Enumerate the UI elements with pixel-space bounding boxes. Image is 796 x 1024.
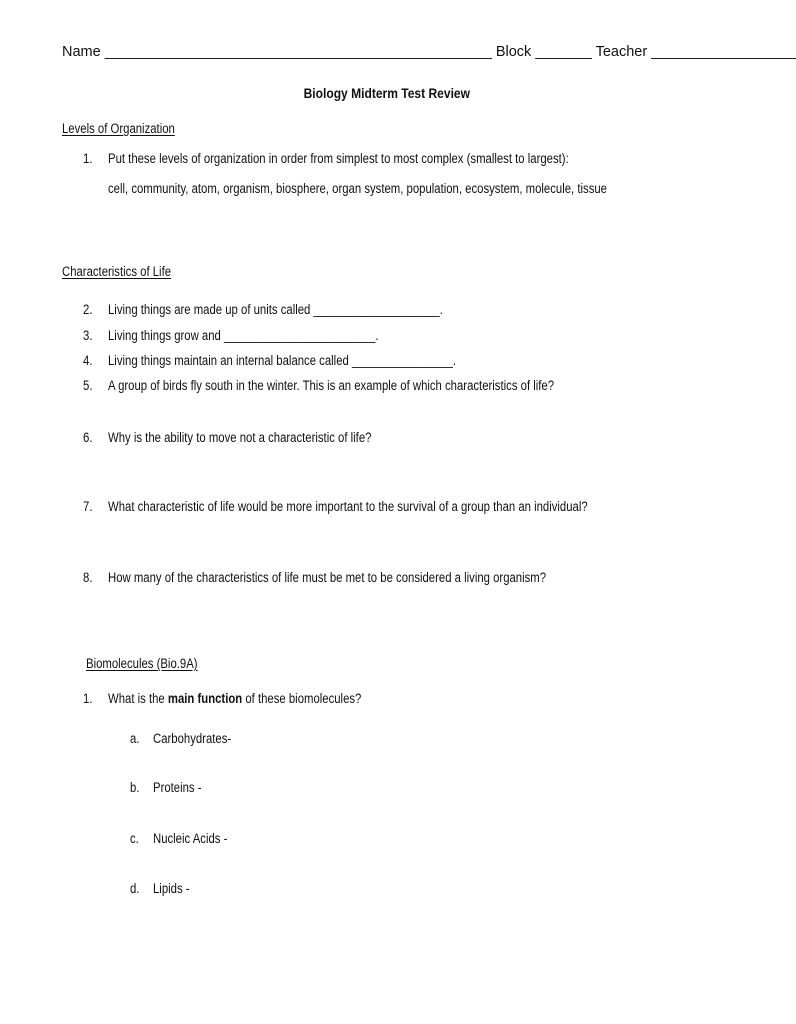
question-number: 2.	[83, 302, 93, 317]
section-heading-levels: Levels of Organization	[62, 121, 175, 136]
question-number: 6.	[83, 430, 93, 445]
sub-item-letter: c.	[130, 831, 139, 846]
block-blank: _______	[535, 44, 592, 60]
sub-item-letter: a.	[130, 731, 140, 746]
teacher-label: Teacher	[595, 44, 648, 60]
section-heading-biomolecules: Biomolecules (Bio.9A)	[86, 656, 198, 671]
question-text: Put these levels of organization in order from simplest to most complex (smallest to largest):	[108, 151, 569, 166]
question-number: 7.	[83, 499, 93, 514]
question-text	[108, 691, 361, 706]
question-number: 4.	[83, 353, 93, 368]
question-text-post: of these biomolecules?	[242, 691, 362, 706]
question-text: Living things grow and ________________________.	[108, 328, 379, 343]
question-text: Why is the ability to move not a characteristic of life?	[108, 430, 372, 445]
question-text-pre: What is the	[108, 691, 168, 706]
question-text: A group of birds fly south in the winter. This is an example of which characteristics of life?	[108, 378, 555, 393]
question-number: 1.	[83, 151, 93, 166]
page-title: Biology Midterm Test Review	[303, 85, 470, 101]
question-text: Living things maintain an internal balance called ________________.	[108, 353, 457, 368]
sub-item-text: Carbohydrates-	[153, 731, 232, 746]
sub-item-letter: d.	[130, 881, 140, 896]
sub-item-text: Proteins -	[153, 780, 202, 795]
question-items: cell, community, atom, organism, biosphere, organ system, population, ecosystem, molecule, tissue	[108, 181, 607, 196]
name-blank: ________________________________________________	[104, 44, 492, 60]
sub-item-letter: b.	[130, 780, 140, 795]
question-number: 8.	[83, 570, 93, 585]
question-text-bold: main function	[167, 691, 243, 706]
sub-item-text: Nucleic Acids -	[153, 831, 228, 846]
section-heading-characteristics: Characteristics of Life	[62, 264, 172, 279]
question-number: 5.	[83, 378, 93, 393]
question-text: Living things are made up of units called ____________________.	[108, 302, 443, 317]
teacher-blank: __________________	[651, 44, 796, 60]
sub-item-text: Lipids -	[153, 881, 190, 896]
question-text: What characteristic of life would be more important to the survival of a group than an individual?	[108, 499, 588, 514]
header-fields	[62, 44, 796, 60]
question-text: How many of the characteristics of life must be met to be considered a living organism?	[108, 570, 547, 585]
question-number: 1.	[83, 691, 93, 706]
name-label: Name	[62, 44, 101, 60]
block-label: Block	[495, 44, 532, 60]
question-number: 3.	[83, 328, 93, 343]
